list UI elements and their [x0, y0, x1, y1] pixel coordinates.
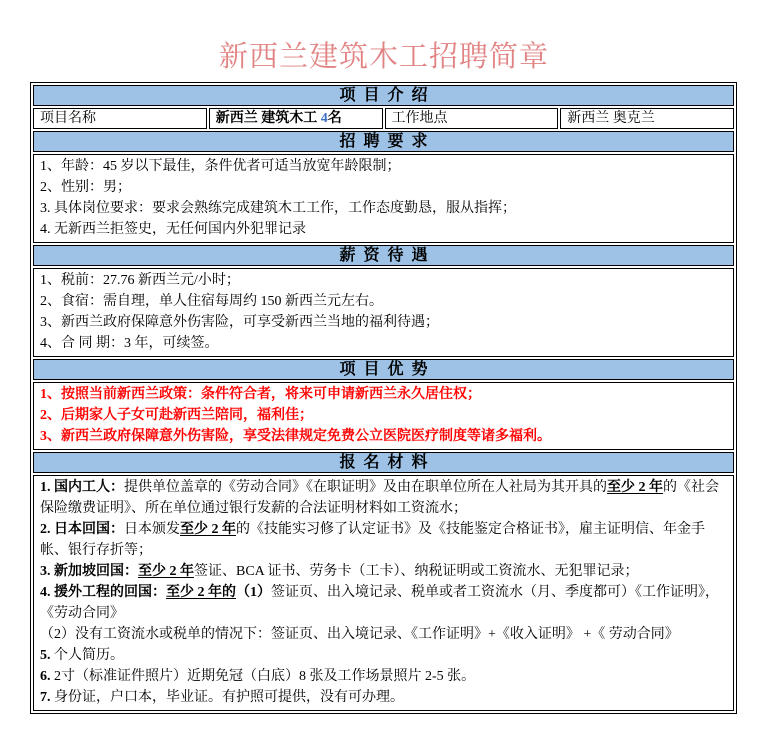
requirements-row: [33, 154, 734, 243]
section-row-advantages: [33, 359, 734, 380]
text-segment: 5.: [40, 648, 51, 663]
text-line: 4. 无新西兰拒签史，无任何国内外犯罪记录: [40, 222, 306, 237]
text-segment: 至少 2 年: [180, 522, 236, 537]
text-line: [40, 687, 727, 708]
text-segment: 6.: [40, 669, 51, 684]
text-segment: 个人简历。: [50, 648, 124, 663]
text-line: 3、新西兰政府保障意外伤害险，享受法律规定免费公立医院医疗制度等诸多福利。: [40, 429, 551, 444]
text-segment: 的《技能实习修了认定证书》及《技能鉴定合格证书》，雇主证明信、年金手帐、银行存折等；: [40, 522, 705, 558]
section-row-project-intro: [33, 85, 734, 106]
section-header-project-intro: 项目介绍: [33, 85, 734, 106]
text-line: 4、合 同 期：3 年，可续签。: [40, 336, 219, 351]
materials-row: [33, 475, 734, 711]
text-segment: 签证、BCA 证书、劳务卡（工卡）、纳税证明或工资流水、无犯罪记录；: [194, 564, 639, 579]
text-segment: （1）: [236, 585, 271, 600]
salary-list: [33, 268, 734, 357]
text-line: [40, 645, 727, 666]
advantages-list: [33, 382, 734, 450]
text-segment: 身份证，户口本，毕业证。有护照可提供，没有可办理。: [50, 690, 404, 705]
text-segment: 1. 国内工人：: [40, 480, 124, 495]
project-name-value: [209, 108, 383, 129]
text-segment: 至少 2 年的: [166, 585, 236, 600]
section-header-materials: 报名材料: [33, 452, 734, 473]
text-line: 1、税前：27.76 新西兰元/小时；: [40, 273, 240, 288]
section-header-salary: 薪资待遇: [33, 245, 734, 266]
text-line: [40, 582, 727, 624]
text-segment: 名: [327, 111, 342, 126]
text-line: [40, 624, 727, 645]
text-segment: 2寸（标准证件照片）近期免冠（白底）8 张及工作场景照片 2-5 张。: [50, 669, 476, 684]
text-line: 2、性别：男；: [40, 180, 131, 195]
text-segment: 至少 2 年: [138, 564, 194, 579]
text-segment: （2）没有工资流水或税单的情况下：签证页、出入境记录、《工作证明》+《收入证明》 +《 劳动合同》: [40, 627, 679, 642]
text-line: 2、食宿：需自理，单人住宿每周约 150 新西兰元左右。: [40, 294, 383, 309]
page-title: 新西兰建筑木工招聘简章: [218, 41, 549, 73]
salary-row: [33, 268, 734, 357]
section-row-salary: [33, 245, 734, 266]
advantages-row: [33, 382, 734, 450]
text-segment: 新西兰 建筑木工: [215, 111, 321, 126]
text-line: [40, 561, 727, 582]
recruitment-notice-page: [0, 34, 768, 729]
text-segment: 提供单位盖章的《劳动合同》《在职证明》及由在职单位所在人社局为其开具的: [124, 480, 607, 495]
text-segment: 3. 新加坡回国：: [40, 564, 138, 579]
text-line: [40, 519, 727, 561]
work-location-label: 工作地点: [385, 108, 559, 129]
text-segment: 2. 日本回国：: [40, 522, 124, 537]
text-segment: 的《社会保险缴费证明》、所在单位通过银行发薪的合法证明材料如工资流水；: [40, 480, 719, 516]
text-segment: 4. 援外工程的回国：: [40, 585, 166, 600]
section-row-materials: [33, 452, 734, 473]
text-segment: 4: [320, 111, 328, 126]
text-segment: 7.: [40, 690, 51, 705]
section-row-requirements: [33, 131, 734, 152]
text-segment: 至少 2 年: [607, 480, 663, 495]
text-line: 1、按照当前新西兰政策：条件符合者，将来可申请新西兰永久居住权；: [40, 387, 481, 402]
text-line: 2、后期家人子女可赴新西兰陪同，福利佳；: [40, 408, 313, 423]
recruitment-table: [30, 82, 737, 714]
text-line: 1、年龄：45 岁以下最佳，条件优者可适当放宽年龄限制；: [40, 159, 401, 174]
text-segment: 日本颁发: [124, 522, 180, 537]
section-header-advantages: 项目优势: [33, 359, 734, 380]
work-location-value: 新西兰 奥克兰: [560, 108, 734, 129]
requirements-list: [33, 154, 734, 243]
materials-list: [33, 475, 734, 711]
text-line: [40, 666, 727, 687]
project-info-row: [33, 108, 734, 129]
text-segment: 签证页、出入境记录、税单或者工资流水（月、季度都可）《工作证明》，《劳动合同》: [40, 585, 719, 621]
text-line: [40, 477, 727, 519]
project-name-label: 项目名称: [33, 108, 207, 129]
text-line: 3、新西兰政府保障意外伤害险，可享受新西兰当地的福利待遇；: [40, 315, 439, 330]
text-line: 3. 具体岗位要求：要求会熟练完成建筑木工工作，工作态度勤恳，服从指挥；: [40, 201, 516, 216]
section-header-requirements: 招聘要求: [33, 131, 734, 152]
